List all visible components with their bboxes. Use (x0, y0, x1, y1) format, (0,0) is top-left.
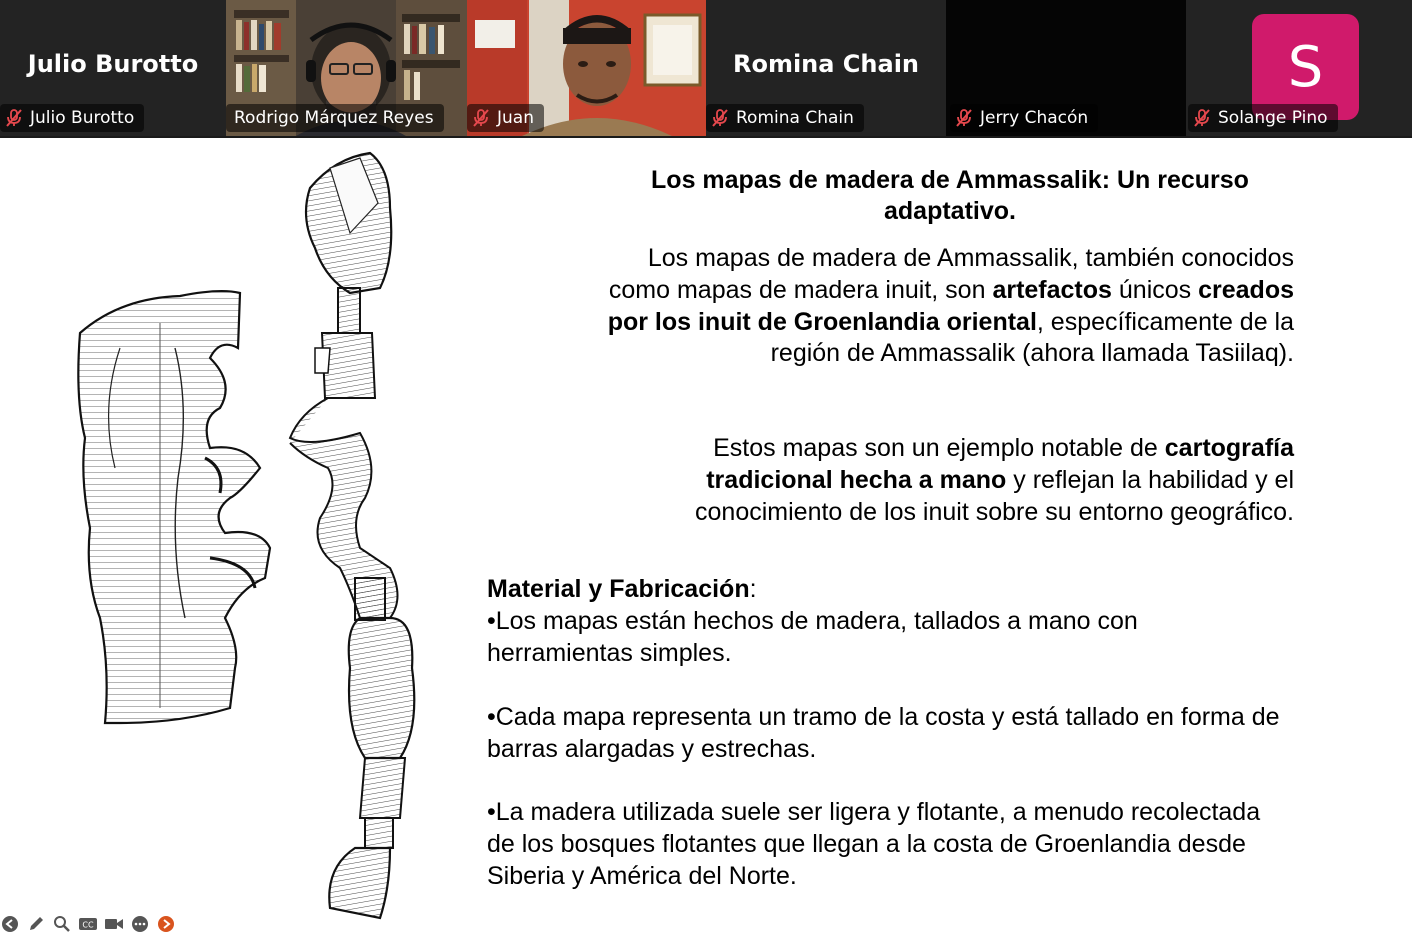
slide-paragraph-cartography (600, 433, 1294, 528)
shared-slide (0, 138, 1412, 936)
text-segment: Estos mapas son un ejemplo notable de (713, 434, 1165, 462)
participant-tile-julio[interactable] (0, 0, 226, 136)
text-segment: , específicamente de la región de Ammassalik (ahora llamada Tasiilaq). (770, 307, 1294, 368)
participant-chip-label: Romina Chain (736, 108, 854, 128)
bullet-item: •Los mapas están hechos de madera, tallados a mano con herramientas simples. (487, 607, 1138, 667)
participant-tile-jerry[interactable] (946, 0, 1186, 136)
section-heading-text: Material y Fabricación (487, 575, 750, 603)
participant-strip (0, 0, 1412, 138)
participant-display-name: Julio Burotto (27, 50, 199, 78)
next-arrow-icon[interactable] (156, 914, 176, 934)
wooden-map-illustration (60, 148, 430, 923)
avatar: S (1252, 14, 1359, 120)
mic-muted-icon (954, 108, 974, 128)
slide-title: Los mapas de madera de Ammassalik: Un recurso adaptativo. (651, 166, 1249, 225)
participant-tile-solange[interactable] (1186, 0, 1412, 136)
participant-name-chip (467, 104, 544, 132)
participant-name-chip (0, 104, 144, 132)
bullet-item: •La madera utilizada suele ser ligera y flotante, a menudo recolectada de los bosques flotantes que llegan a la costa de Groenlandia desde Siberia y América del Norte. (487, 798, 1261, 890)
bullet-item: •Cada mapa representa un tramo de la costa y está tallado en forma de barras alargadas y estrechas. (487, 703, 1280, 763)
back-arrow-icon[interactable] (0, 914, 20, 934)
text-segment: Los mapas de madera de Ammassalik, también conocidos como mapas de madera inuit, son (608, 244, 1294, 304)
pen-icon[interactable] (26, 914, 46, 934)
participant-tile-juan[interactable] (467, 0, 706, 136)
mic-muted-icon (710, 108, 730, 128)
participant-chip-label: Rodrigo Márquez Reyes (234, 108, 434, 128)
text-segment: y reflejan la habilidad y el conocimiento de los inuit sobre su entorno geográfico. (695, 465, 1294, 526)
mic-muted-icon (1192, 108, 1212, 128)
text-segment-bold: artefactos (992, 275, 1112, 304)
participant-display-name: Romina Chain (732, 50, 920, 78)
text-segment-bold: creados por los inuit de Groenlandia oriental (607, 275, 1294, 336)
slide-paragraph-intro (600, 243, 1294, 370)
text-segment-bold: cartografía tradicional hecha a mano (706, 434, 1294, 494)
mic-muted-icon (4, 108, 24, 128)
participant-chip-label: Juan (497, 108, 534, 128)
participant-name-chip (226, 104, 444, 132)
participant-name-chip (706, 104, 864, 132)
video-icon[interactable] (104, 914, 124, 934)
section-heading (487, 574, 1287, 606)
participant-chip-label: Solange Pino (1218, 108, 1328, 128)
participant-name-chip (950, 104, 1098, 132)
cc-icon[interactable] (78, 914, 98, 934)
svg-text:CC: CC (82, 920, 94, 930)
participant-chip-label: Julio Burotto (30, 108, 135, 128)
participant-tile-rodrigo[interactable] (226, 0, 467, 136)
participant-tile-romina[interactable] (706, 0, 946, 136)
section-heading-colon: : (749, 575, 757, 603)
presentation-toolbar (0, 913, 176, 935)
participant-name-chip (1188, 104, 1338, 132)
text-segment: únicos (1111, 275, 1199, 304)
participant-chip-label: Jerry Chacón (980, 108, 1089, 128)
more-icon[interactable] (130, 914, 150, 934)
zoom-icon[interactable] (52, 914, 72, 934)
mic-muted-icon (471, 108, 491, 128)
